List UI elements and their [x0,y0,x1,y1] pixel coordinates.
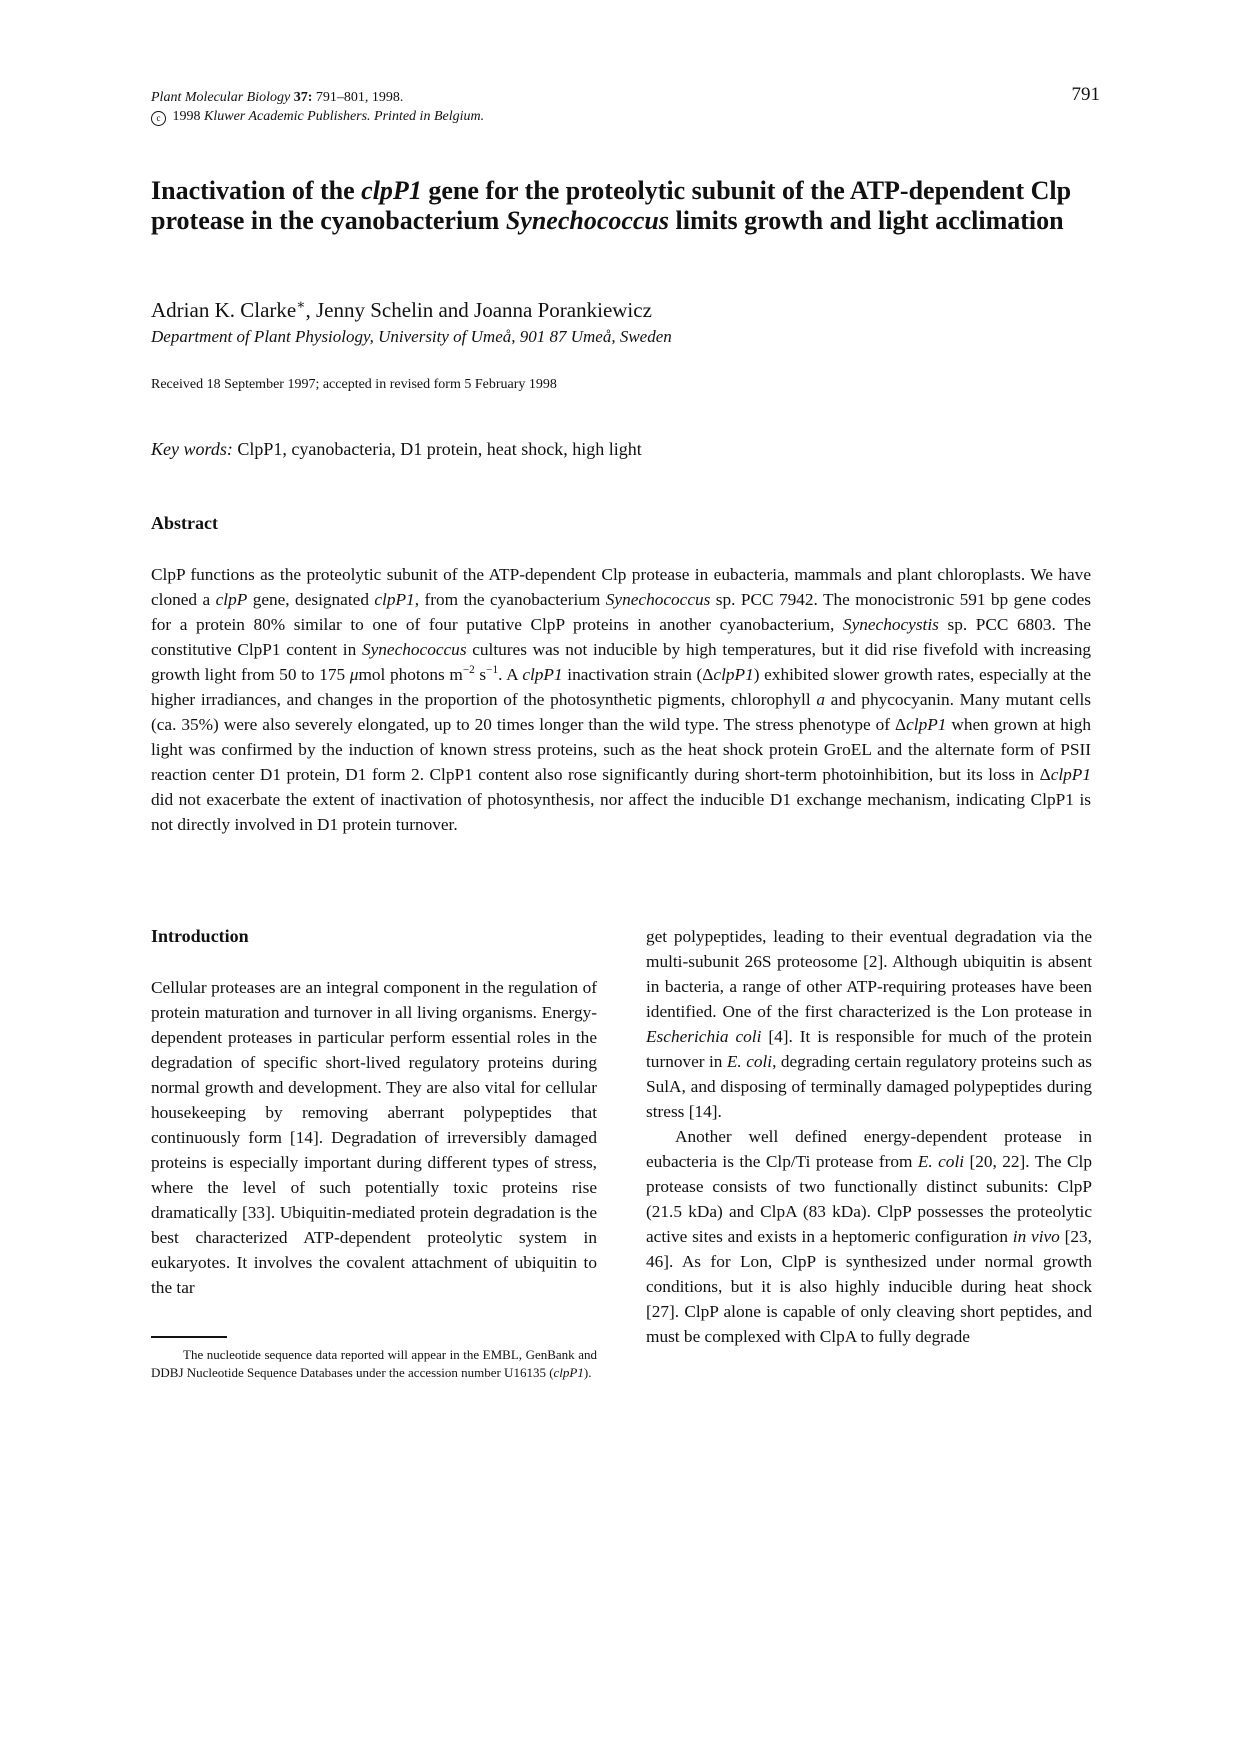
intro-paragraph: Another well defined energy-dependent protease in eubacteria is the Clp/Ti protease from E. coli [20, 22]. The Clp protease consists of two functionally distinct subunits: ClpP (21.5 kDa) and ClpA (83 kDa). ClpP possesses the proteolytic active sites and exists in a heptomeric configuration in vivo [23, 46]. As for Lon, ClpP is synthesized under normal growth conditions, but it is also highly inducible during heat shock [27]. ClpP alone is capable of only cleaving short peptides, and must be complexed with ClpA to fully degrade [646,1127,1093,1346]
author-name: Adrian K. Clarke [151,298,297,322]
affiliation: Department of Plant Physiology, University of Umeå, 901 87 Umeå, Sweden [151,327,672,346]
journal-pages: 791–801, 1998. [312,90,404,105]
journal-name: Plant Molecular Biology [151,90,291,105]
intro-paragraph-continued: get polypeptides, leading to their eventual degradation via the multi-subunit 26S proteosome [2]. Although ubiquitin is absent in bacteria, a range of other ATP-requiring proteases have been identified. One of the first characterized is the Lon protease in Escherichia coli [4]. It is responsible for much of the protein turnover in E. coli, degrading certain regulatory proteins such as SulA, and disposing of terminally damaged polypeptides during stress [14]. [646,927,1092,1121]
abstract-body: ClpP functions as the proteolytic subunit of the ATP-dependent Clp protease in eubacteria, mammals and plant chloroplasts. We have cloned a clpP gene, designated clpP1, from the cyanobacterium Synechococcus sp. PCC 7942. The monocistronic 591 bp gene codes for a protein 80% similar to one of four putative ClpP proteins in another cyanobacterium, Synechocystis sp. PCC 6803. The constitutive ClpP1 content in Synechococcus cultures was not inducible by high temperatures, but it did rise fivefold with increasing growth light from 50 to 175 μmol photons $m^{-2}$ $s^{-1}$. A clpP1 inactivation strain (ΔclpP1) exhibited slower growth rates, especially at the higher irradiances, and changes in the proportion of the photosynthetic pigments, chlorophyll a and phycocyanin. Many mutant cells (ca. 35%) were also severely elongated, up to 20 times longer than the wild type. The stress phenotype of ΔclpP1 when grown at high light was confirmed by the induction of known stress proteins, such as the heat shock protein GroEL and the alternate form of PSII reaction center D1 protein, D1 form 2. ClpP1 content also rose significantly during short-term photoinhibition, but its loss in ΔclpP1 did not exacerbate the extent of inactivation of photosynthesis, nor affect the inducible D1 exchange mechanism, indicating ClpP1 is not directly involved in D1 protein turnover. [151,565,1092,834]
author-list [151,297,652,323]
journal-citation [151,88,484,107]
introduction-heading: Introduction [151,926,249,946]
keywords-text: ClpP1, cyanobacteria, D1 protein, heat shock, high light [232,439,642,459]
intro-paragraph: Cellular proteases are an integral component in the regulation of protein maturation and turnover in all living organisms. Energy-dependent proteases in particular perform essential roles in the degradation of specific short-lived regulatory proteins during normal growth and development. They are also vital for cellular housekeeping by removing aberrant polypeptides that continuously form [14]. Degradation of irreversibly damaged proteins is especially important during different types of stress, where the level of such potentially toxic proteins rise dramatically [33]. Ubiquitin-mediated protein degradation is the best characterized ATP-dependent proteolytic system in eukaryotes. It involves the covalent attachment of ubiquitin to the tar [151,978,597,1297]
paper-title [151,176,1111,236]
intro-column-right [646,924,1092,1349]
abstract-heading: Abstract [151,513,218,533]
copyright-icon: c [151,111,166,126]
title-text: limits growth and light acclimation [669,206,1064,235]
title-organism: Synechococcus [505,206,670,235]
footnote-rule [151,1336,227,1338]
page-number: 791 [1071,84,1100,105]
author-names: , Jenny Schelin and Joanna Porankiewicz [305,298,652,322]
received-dates: Received 18 September 1997; accepted in revised form 5 February 1998 [151,377,557,392]
title-text: gene for the proteolytic subunit of the ATP-dependent Clp protease in the cyanobacterium [151,176,1072,235]
journal-header [151,88,484,126]
copyright-year: 1998 [169,109,204,124]
title-gene: clpP1 [361,176,422,205]
title-text: Inactivation of the [151,176,362,205]
keywords-label: Key words: [151,439,233,459]
copyright-line [151,107,484,126]
publisher: Kluwer Academic Publishers. Printed in Belgium. [204,109,485,124]
journal-volume: 37: [293,90,313,105]
keywords [151,439,642,460]
corresponding-mark: ∗ [296,297,306,312]
footnote: The nucleotide sequence data reported will appear in the EMBL, GenBank and DDBJ Nucleotide Sequence Databases under the accession number U16135 (clpP1). [151,1347,597,1380]
intro-column-left [151,975,597,1300]
